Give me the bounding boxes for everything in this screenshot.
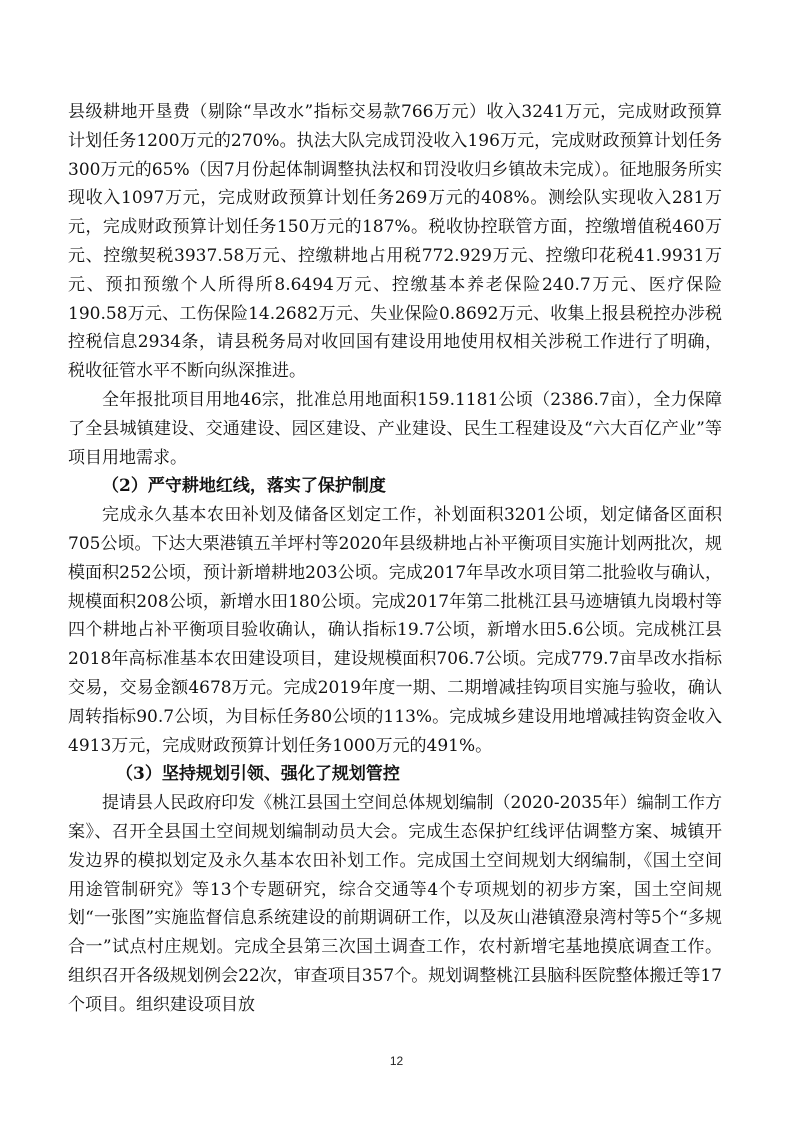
section-heading-farmland: （2）严守耕地红线，落实了保护制度 bbox=[102, 476, 386, 497]
paragraph-tax-revenue: 县级耕地开垦费（剔除“旱改水”指标交易款766万元）收入3241万元，完成财政预算计划任务1200万元的270%。执法大队完成罚没收入196万元，完成财政预算计划任务300万元的65%（因7月份起体制调整执法权和罚没收归乡镇故未完成）。征地服务所实现收入1097万元，完成财政预算计划任务269万元的408%。测绘队实现收入281万元，完成财政预算计划任务150万元的187%。税收协控联管方面，控缴增值税460万元、控缴契税3937.58万元、控缴耕地占用税772.929万元、控缴印花税41.9931万元、预扣预缴个人所得所8.6494万元、控缴基本养老保险240.7万元、医疗保险190.58万元、工伤保险14.2682万元、失业保险0.8692万元、收集上报县税控办涉税控税信息2934条，请县税务局对收回国有建设用地使用权相关涉税工作进行了明确，税收征管水平不断向纵深推进。 bbox=[68, 102, 722, 382]
paragraph-farmland-protection: 完成永久基本农田补划及储备区划定工作，补划面积3201公顷，划定储备区面积705公顷。下达大栗港镇五羊坪村等2020年县级耕地占补平衡项目实施计划两批次，规模面积252公顷，预计新增耕地203公顷。完成2017年旱改水项目第二批验收与确认，规模面积208公顷，新增水田180公顷。完成2017年第二批桃江县马迹塘镇九岗塅村等四个耕地占补平衡项目验收确认，确认指标19.7公顷，新增水田5.6公顷。完成桃江县2018年高标准基本农田建设项目，建设规模面积706.7公顷。完成779.7亩旱改水指标交易，交易金额4678万元。完成2019年度一期、二期增减挂钩项目实施与验收，确认周转指标90.7公顷，为目标任务80公顷的113%。完成城乡建设用地增减挂钩资金收入4913万元，完成财政预算计划任务1000万元的491%。 bbox=[68, 505, 722, 756]
paragraph-planning-control: 提请县人民政府印发《桃江县国土空间总体规划编制（2020-2035年）编制工作方案》、召开全县国土空间规划编制动员大会。完成生态保护红线评估调整方案、城镇开发边界的模拟划定及永久基本农田补划工作。完成国土空间规划大纲编制，《国土空间用途管制研究》等13个专题研究，综合交通等4个专项规划的初步方案，国土空间规划“一张图”实施监督信息系统建设的前期调研工作，以及灰山港镇澄泉湾村等5个“多规合一”试点村庄规划。完成全县第三次国土调查工作，农村新增宅基地摸底调查工作。组织召开各级规划例会22次，审查项目357个。规划调整桃江县脑科医院整体搬迁等17个项目。组织建设项目放 bbox=[68, 793, 722, 1015]
section-heading-planning: （3）坚持规划引领、强化了规划管控 bbox=[116, 764, 400, 785]
document-body bbox=[68, 98, 722, 1020]
paragraph-land-approval: 全年报批项目用地46宗，批准总用地面积159.1181公顷（2386.7亩），全力保障了全县城镇建设、交通建设、园区建设、产业建设、民生工程建设及“六大百亿产业”等项目用地需求。 bbox=[68, 389, 722, 468]
page-number: 12 bbox=[389, 1054, 404, 1068]
